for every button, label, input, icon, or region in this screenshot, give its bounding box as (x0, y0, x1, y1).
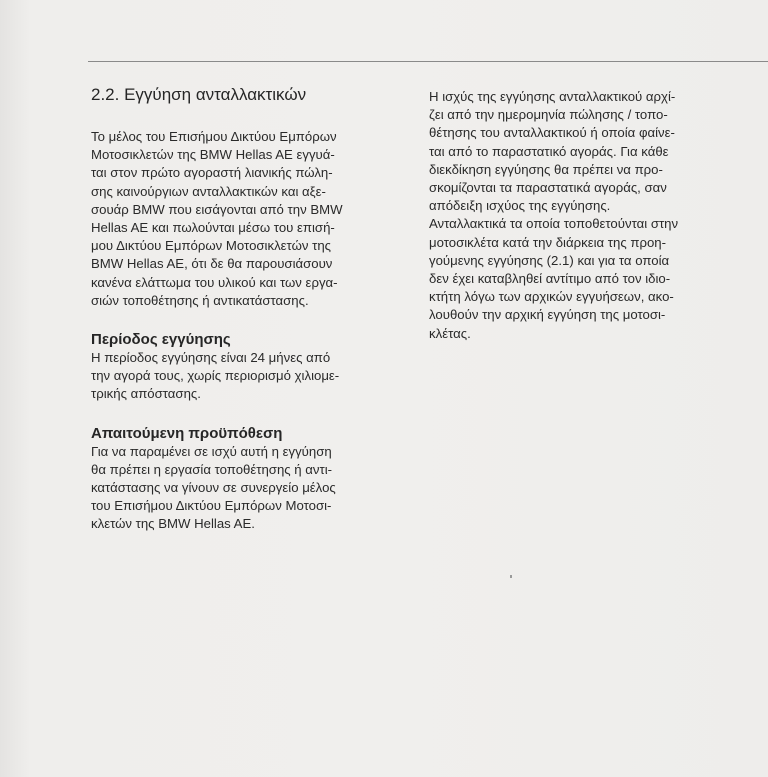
left-column (91, 84, 383, 534)
requirement-paragraph: Για να παραμένει σε ισχύ αυτή η εγγύηση θα πρέπει η εργασία τοποθέτησης ή αντι- κατάστασης να γίνουν σε συνεργείο μέλος του Επισήμου Δικτύου Εμπόρων Μοτοσι- κλετών της BMW Hellas AE. (91, 443, 336, 532)
right-column (429, 88, 721, 343)
period-title: Περίοδος εγγύησης (91, 331, 231, 349)
requirement-title: Απαιτούμενη προϋπόθεση (91, 424, 283, 442)
scan-speck (510, 575, 512, 578)
intro-paragraph: Το μέλος του Επισήμου Δικτύου Εμπόρων Μοτοσικλετών της BMW Hellas AE εγγυά- ται στον πρώτο αγοραστή λιανικής πώλη- σης καινούργιων ανταλλακτικών και αξε- σουάρ BMW που εισάγονται από την BMW Hellas AE και πωλούνται μέσω του επισή- μου Δικτύου Εμπόρων Μοτοσικλετών της BMW Hellas AE, ότι δε θα παρουσιάσουν κανένα ελάττωμα του υλικού και των εργα- σιών τοποθέτησης ή αντικατάστασης. (91, 129, 343, 308)
period-paragraph: Η περίοδος εγγύησης είναι 24 μήνες από την αγορά τους, χωρίς περιορισμό χιλιομε- τρικής απόστασης. (91, 350, 340, 402)
parts-paragraph: Ανταλλακτικά τα οποία τοποθετούνται στην μοτοσικλέτα κατά την διάρκεια της προη- γούμενης εγγύησης (2.1) και για τα οποία δεν έχει καταβληθεί αντίτιμο από τον ιδιο- κτήτη λόγω των αρχικών εγγυήσεων, ακο- λουθούν την αρχική εγγύηση της μοτοσι- κλέτας. (429, 216, 679, 341)
header-rule (88, 61, 768, 62)
validity-paragraph: Η ισχύς της εγγύησης ανταλλακτικού αρχί- ζει από την ημερομηνία πώλησης / τοπο- θέτησης του ανταλλακτικού ή οποία φαίνε- ται από το παραστατικό αγοράς. Για κάθε διεκδίκηση εγγύησης θα πρέπει να προ- σκομίζονται τα παραστατικά αγοράς, σαν απόδειξη ισχύος της εγγύησης. (429, 89, 676, 214)
section-title: 2.2. Εγγύηση ανταλλακτικών (91, 85, 307, 104)
